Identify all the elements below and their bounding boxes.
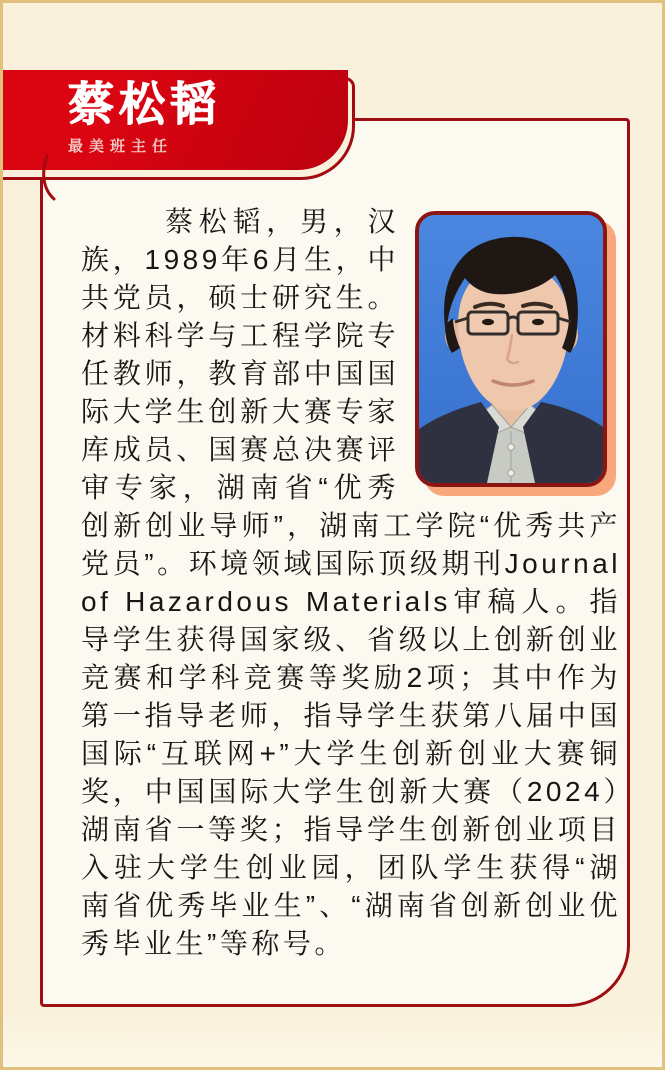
person-tagline: 最美班主任: [68, 138, 174, 155]
person-name: 蔡松韬: [68, 78, 221, 130]
portrait-illustration: [419, 215, 603, 483]
bio-paragraph: 蔡松韬，男，汉族，1989年6月生，中共党员，硕士研究生。材料科学与工程学院专任教师，教育部中国国际大学生创新大赛专家库成员、国赛总决赛评审专家，湖南省“优秀创新创业导师”，湖南工学院“优秀共产党员”。环境领域国际顶级期刊Journal of Hazardous Materials审稿人。指导学生获得国家级、省级以上创新创业竞赛和学科竞赛等奖励2项；其中作为第一指导老师，指导学生获第八届中国国际“互联网+”大学生创新创业大赛铜奖，中国国际大学生创新大赛（2024）湖南省一等奖；指导学生创新创业项目入驻大学生创业园，团队学生获得“湖南省优秀毕业生”、“湖南省创新创业优秀毕业生”等称号。: [81, 206, 621, 959]
bio-card-content: [43, 121, 627, 1004]
portrait-photo-wrap: [399, 211, 621, 501]
bio-card: [40, 118, 630, 1007]
portrait-photo: [415, 211, 607, 487]
shirt-button: [508, 470, 514, 476]
eye-right: [532, 319, 544, 325]
corner-flick-decoration: [34, 153, 60, 201]
eye-left: [482, 319, 494, 325]
shirt-button: [508, 444, 514, 450]
